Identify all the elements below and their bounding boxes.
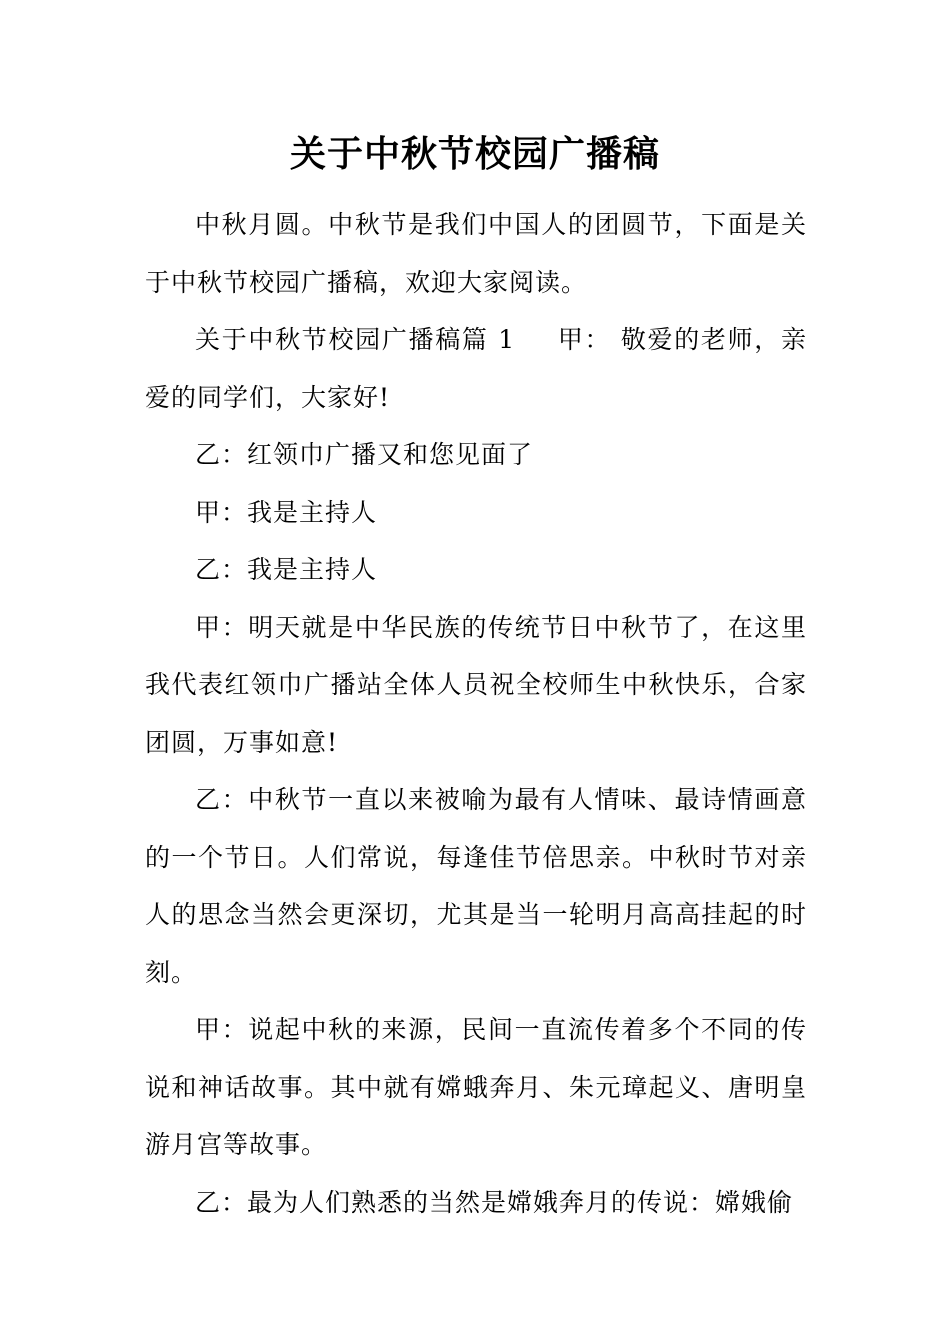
section-heading-paragraph [145, 311, 807, 426]
section-heading: 关于中秋节校园广播稿篇 1 [195, 325, 516, 354]
document-title: 关于中秋节校园广播稿 [289, 133, 660, 175]
script-line: 乙：最为人们熟悉的当然是嫦娥奔月的传说：嫦娥偷 [195, 1187, 794, 1217]
script-line: 乙：我是主持人 [195, 555, 378, 584]
intro-paragraph: 中秋月圆。中秋节是我们中国人的团圆节，下面是关于中秋节校园广播稿，欢迎大家阅读。 [145, 210, 807, 297]
script-line: 乙：中秋节一直以来被喻为最有人情味、最诗情画意的一个节日。人们常说，每逢佳节倍思亲。中秋时节对亲人的思念当然会更深切，尤其是当一轮明月高高挂起的时刻。 [145, 785, 807, 987]
script-line: 甲：我是主持人 [195, 497, 378, 527]
script-line: 甲：明天就是中华民族的传统节日中秋节了，在这里我代表红领巾广播站全体人员祝全校师生中秋快乐，合家团圆，万事如意! [145, 612, 807, 757]
script-line: 乙：红领巾广播又和您见面了 [195, 440, 534, 469]
document-body [145, 196, 807, 1231]
script-line: 甲：说起中秋的来源，民间一直流传着多个不同的传说和神话故事。其中就有嫦蛾奔月、朱元璋起义、唐明皇游月宫等故事。 [145, 1015, 807, 1159]
section-first-line: 甲： 敬爱的老师，亲爱的同学们，大家好! [145, 325, 807, 412]
